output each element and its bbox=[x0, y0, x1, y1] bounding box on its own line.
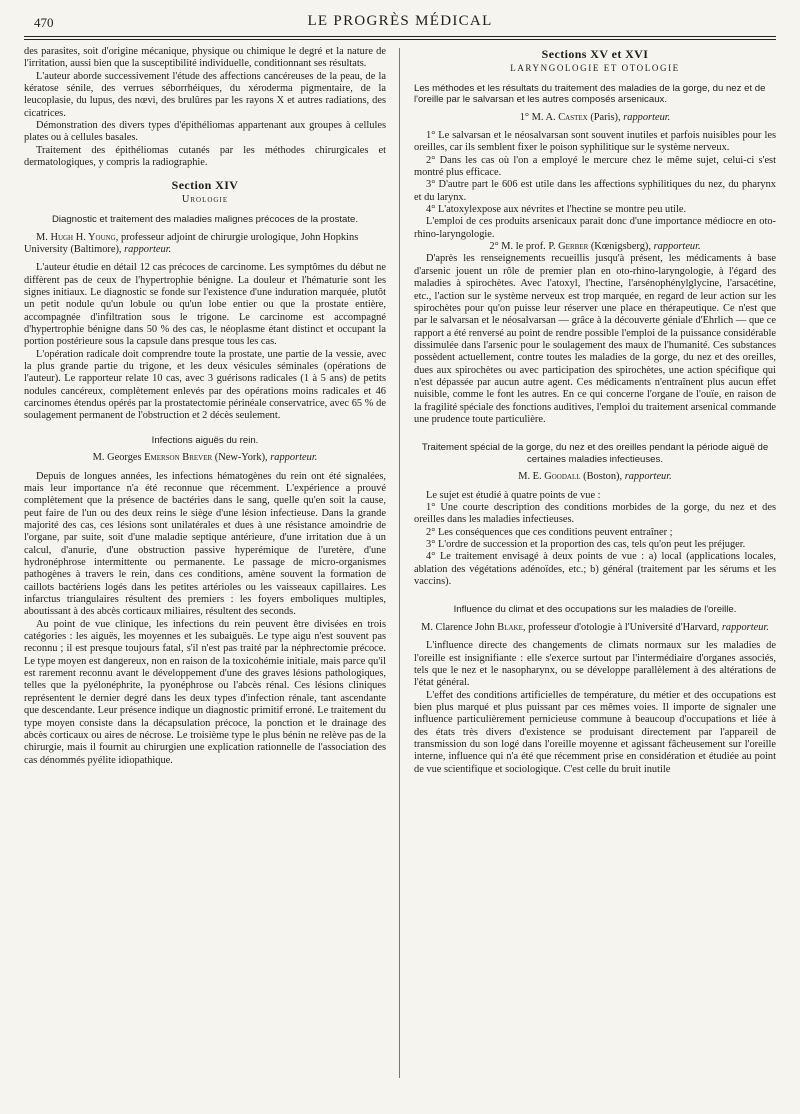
journal-title: LE PROGRÈS MÉDICAL bbox=[307, 13, 493, 29]
author-name: Castex bbox=[558, 111, 588, 123]
rapporteur-line bbox=[414, 112, 776, 124]
left-column bbox=[24, 46, 386, 767]
paragraph: 1° Le salvarsan et le néosalvarsan sont souvent inutiles et parfois nuisibles pour les oreilles, car ils semblent fixer le poison syphilitique sur le système nerveux. bbox=[414, 130, 776, 154]
author-role: rapporteur. bbox=[653, 241, 701, 253]
right-column bbox=[414, 46, 776, 776]
author-prefix: 2° M. le prof. P. bbox=[489, 241, 559, 253]
author-name: Blake bbox=[497, 621, 523, 633]
author-role: rapporteur. bbox=[124, 243, 172, 255]
section-title: Sections XV et XVI bbox=[541, 47, 649, 61]
author-name: Goodall bbox=[544, 471, 581, 483]
topic-heading: Influence du climat et des occupations sur les maladies de l'oreille. bbox=[453, 604, 737, 616]
author-role: rapporteur. bbox=[624, 471, 672, 483]
author-name: Emerson Brever bbox=[144, 452, 213, 464]
author-affiliation: , professeur d'otologie à l'Université d'Harvard, bbox=[522, 621, 722, 633]
topic-heading: Traitement spécial de la gorge, du nez et des oreilles pendant la période aiguë de certaines maladies infectieuses. bbox=[421, 442, 769, 465]
author-prefix: M. Clarence John bbox=[421, 621, 498, 633]
author-affiliation: (New-York), bbox=[212, 452, 271, 464]
page-number: 470 bbox=[34, 15, 54, 30]
spacer bbox=[414, 426, 776, 436]
paragraph: Le sujet est étudié à quatre points de vue : bbox=[426, 489, 601, 501]
author-name: Hugh H. Young bbox=[50, 231, 116, 243]
topic-heading: Infections aiguës du rein. bbox=[151, 434, 259, 446]
spacer bbox=[24, 423, 386, 429]
paragraph: des parasites, soit d'origine mécanique, physique ou chimique le degré et la nature de l'irritation, aussi bien que la susceptibilité individuelle, conditionnant ses résultats. bbox=[24, 46, 386, 70]
paragraph: 3° L'ordre de succession et la proportion des cas, tels qu'on peut les préjuger. bbox=[426, 539, 746, 550]
paragraph: L'auteur étudie en détail 12 cas précoces de carcinome. Les symptômes du début ne diffèrent pas de ceux de l'hypertrophie bénigne. La douleur et l'hématurie sont les signes initiaux. Le diagnostic se fonde sur l'existence d'une induration marquée, plutôt un petit nodule qu'un lobule ou qu'un lobe entier ou que la prostate entière, accompagnée d'infiltration sous le trigone. Le carcinome est accompagné d'hypertrophie bénigne dans 50 % des cas, le néoplasme étant distinct et occupant la portion postérieure sous la capsule dans presque tous les cas. bbox=[24, 262, 386, 348]
author-affiliation: (Boston), bbox=[580, 471, 625, 483]
paragraph: Au point de vue clinique, les infections du rein peuvent être divisées en trois catégories : les aiguës, les moyennes et les subaiguës. Le type aigu n'est souvent pas reconnu ; il est presque toujours fatal, s'il n'est pas traité par la néphrectomie précoce. Le type moyen est dangereux, non en raison de la toxicohémie initiale, mais parce qu'il est rarement reconnu avant le développement d'une des graves lésions pathologiques, telles que la pyélonéphrite, la pyonéphrose ou l'abcès rénal. Ces lésions cliniques représentent le dernier degré dans les deux types d'infection rénale, tant ascendante que descendante. Leur présence indique un diagnostic primitif erroné. Le traitement du type moyen consiste dans la décapsulation précoce, la ponction et le drainage des abcès corticaux ou aires de nécrose. Le troisième type le plus bénin ne relève pas de la chirurgie, mais il fournit au chirurgien une explication rationnelle de l'association des cas dénommés pyélite idiopathique. bbox=[24, 618, 386, 766]
rapporteur-line bbox=[24, 452, 386, 464]
section-subtitle: LARYNGOLOGIE ET OTOLOGIE bbox=[510, 63, 680, 74]
author-prefix: M. Georges bbox=[92, 452, 145, 464]
author-prefix: M. bbox=[36, 231, 51, 243]
page-header bbox=[24, 8, 776, 32]
column-divider bbox=[399, 48, 400, 1078]
paragraph: 2° Les conséquences que ces conditions peuvent entraîner ; bbox=[426, 526, 673, 538]
paragraph: 1° Une courte description des conditions morbides de la gorge, du nez et des oreilles dans les maladies infectieuses. bbox=[414, 501, 776, 526]
paragraph: L'influence directe des changements de climats normaux sur les maladies de l'oreille est insignifiante : elle s'exerce surtout par l'intermédiaire d'organes associés, tels que le nez et le nasopharynx, ou se développe parallèlement à des altérations de l'état général. bbox=[414, 640, 776, 689]
paragraph: 4° Le traitement envisagé à deux points de vue : a) local (applications locales, ablation des végétations adénoïdes, etc.; b) général (traitement par les sérums et les vaccins). bbox=[414, 551, 776, 588]
author-affiliation: (Paris), bbox=[587, 111, 624, 123]
paragraph: L'emploi de ces produits arsenicaux parait donc d'une importance médiocre en oto-rhino-laryngologie. bbox=[414, 216, 776, 240]
author-role: rapporteur. bbox=[623, 111, 671, 123]
paragraph: 4° L'atoxylexpose aux névrites et l'hectine se montre peu utile. bbox=[426, 204, 687, 216]
paragraph: L'auteur aborde successivement l'étude des affections cancéreuses de la peau, de la kératose sénile, des verrues séborrhéiques, du xéroderma pigmentaire, de la leucoplasie, du lupus, des nœvi, des brulûres par les rayons X et autres radiations, des cicatrices. bbox=[24, 70, 386, 119]
topic-heading: Les méthodes et les résultats du traitement des maladies de la gorge, du nez et de l'oreille par le salvarsan et les autres composés arsenicaux. bbox=[414, 82, 766, 106]
paragraph: L'effet des conditions artificielles de température, du métier et des occupations est bien plus marqué et plus puissant par ces mêmes voies. Il importe de signaler une influence particulièrement pernicieuse commune à beaucoup d'occupations et liée à des états très divers d'existence se produisant directement par l'appareil de transmission du son logé dans l'oreille moyenne et agissant fâcheusement sur l'oreille interne, influence qui n'a été que récemment prise en considération et étudiée au point de vue scientifique et sociologique. C'est celle du bruit inutile bbox=[414, 689, 776, 775]
author-role: rapporteur. bbox=[721, 621, 769, 633]
rapporteur-line bbox=[24, 232, 386, 257]
paragraph: Traitement des épithéliomas cutanés par les méthodes chirurgicales et dermatologiques, y compris la radiographie. bbox=[24, 144, 386, 169]
author-prefix: M. E. bbox=[518, 471, 545, 483]
author-role: rapporteur. bbox=[270, 452, 318, 464]
author-name: Gerber bbox=[558, 241, 589, 253]
spacer bbox=[414, 588, 776, 598]
paragraph: D'après les renseignements recueillis jusqu'à présent, les médicaments à base d'arsenic jouent un rôle de premier plan en oto-rhino-laryngologie, à l'égard des maladies à spirochètes. Avec l'atoxyl, l'hectine, l'arsénophénylglycine, l'arsacétine, etc., l'action sur le système nerveux est trop marquée, en regard de leur action sur les spirochètes pour qu'on puisse leur réserver une place en thérapeutique. Ce n'est que par le salvarsan et le néosalvarsan — grâce à la découverte géniale d'Ehrlich — que ce rapport a été renversé au point de rendre possible l'emploi de la puissance considérable dissimulée dans l'arsenic pour le soulagement des maux de l'humanité. Ces substances possèdent actuellement, contre toutes les maladies de la gorge, du nez et des oreilles, dues aux spirochètes ou avec participation des spirochètes, une action spécifique qui n'est dépassée par aucun autre agent. Ces médicaments n'entraînent plus aucun effet nuisible, comme le font les autres. En ce qui concerne l'organe de l'ouïe, en raison de la fragilité spéciale des fonctions auditives, l'emploi du traitement arsenical commande une prudence toute particulière. bbox=[414, 253, 776, 425]
author-affiliation: , professeur adjoint de chirurgie urologique, John Hopkins University (Baltimore), bbox=[24, 231, 359, 255]
topic-heading: Diagnostic et traitement des maladies malignes précoces de la prostate. bbox=[51, 214, 359, 226]
section-title: Section XIV bbox=[171, 178, 239, 193]
paragraph: Démonstration des divers types d'épithéliomas appartenant aux groupes à cellules plates ou à cellules basales. bbox=[24, 120, 386, 144]
author-prefix: 1° M. A. bbox=[519, 111, 559, 123]
paragraph: L'opération radicale doit comprendre toute la prostate, une partie de la vessie, avec la plus grande partie du trigone, et les deux vésicules séminales (opérations de l'auteur). Le rapporteur relate 10 cas, avec 3 guérisons radicales (1 à 5 ans) de petits nodules cancéreux, complètement enlevés par des opérations moins radicales et 46 carcinomes étendus opérés par la prostatectomie périnéale conservatrice, avec 65 % de soulagement permanent de l'obstruction et 2 décès seulement. bbox=[24, 348, 386, 422]
paragraph: 2° Dans les cas où l'on a employé le mercure chez le même sujet, celui-ci s'est montré plus efficace. bbox=[414, 154, 776, 179]
rapporteur-line bbox=[414, 471, 776, 483]
paragraph: 3° D'autre part le 606 est utile dans les affections syphilitiques du nez, du pharynx et du larynx. bbox=[414, 179, 776, 203]
paragraph: Depuis de longues années, les infections hématogènes du rein ont été signalées, mais leur importance n'a été reconnue que récemment. L'expérience a prouvé complètement que la présence de bactéries dans le sang, quelle qu'en soit la cause, peut faire de l'un ou des deux reins le siège d'une lésion infectieuse. Dans la grande majorité des cas, ces lésions sont unilatérales et dues à une résistance amoindrie de l'organe, par suite, soit d'une maladie septique antérieure, d'une irritation due à un calcul, d'anurie, d'une obstruction passive hyperémique de l'uretère, d'une hydronéphrose intermittente ou permanente. Le passage de micro-organismes pathogènes à travers le rein, dans ces conditions, amène souvent la formation de caillots bactériens logés dans les petites artérioles ou les vaisseaux capillaires. Les infarctus triangulaires résultent des premiers : les foyers emboliques multiples, aboutissant à des abcès corticaux miliaires, résultent des seconds. bbox=[24, 470, 386, 618]
author-affiliation: (Kœnigsberg), bbox=[588, 241, 654, 253]
section-subtitle: Urologie bbox=[181, 193, 229, 205]
rapporteur-line bbox=[414, 241, 776, 253]
header-rule-thin bbox=[24, 39, 776, 40]
rapporteur-line bbox=[414, 622, 776, 634]
header-rule bbox=[24, 36, 776, 37]
